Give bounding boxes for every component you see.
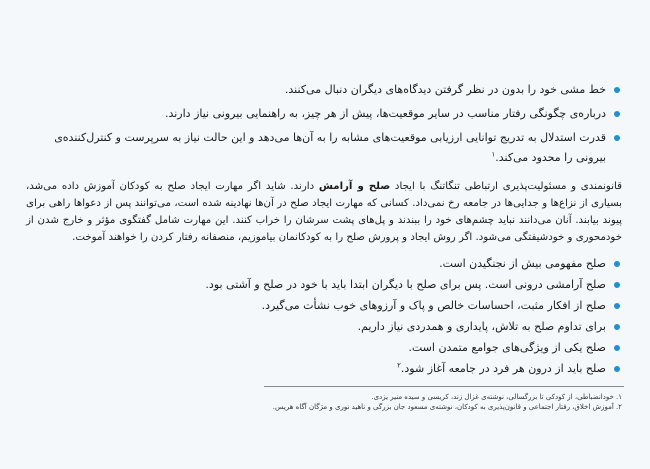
bullet-icon bbox=[614, 261, 620, 267]
list-item-text: خط مشی خود را بدون در نظر گرفتن دیدگاه‌های دیگران دنبال می‌کنند. bbox=[284, 83, 606, 96]
list-item-text: صلح از افکار مثبت، احساسات خالص و پاک و آرزوهای خوب نشأت می‌گیرد. bbox=[261, 299, 606, 312]
list-item bbox=[26, 338, 622, 358]
list-item bbox=[26, 104, 622, 124]
list-item bbox=[26, 275, 622, 295]
peace-list bbox=[26, 254, 622, 379]
bullet-icon bbox=[614, 366, 620, 372]
bullet-icon bbox=[614, 111, 620, 117]
paragraph-text: قانونمندی و مسئولیت‌پذیری ارتباطی تنگاتنگ با ایجاد bbox=[390, 181, 622, 192]
footnote-ref: ۱ bbox=[491, 150, 496, 159]
list-item-text: برای تداوم صلح به تلاش، پایداری و همدردی نیاز داریم. bbox=[357, 320, 606, 333]
footnote: ۱. خودانضباطی، از کودکی تا بزرگسالی، نوشته‌ی غزال زند، کریسی و سیده منیر یزدی. bbox=[371, 393, 622, 401]
footnote: ۲. آموزش اخلاق، رفتار اجتماعی و قانون‌پذیری به کودکان، نوشته‌ی مسعود جان بزرگی و ناهید نوری و مژگان آگاه هریس. bbox=[272, 403, 622, 411]
bullet-icon bbox=[614, 135, 620, 141]
list-item-text: درباره‌ی چگونگی رفتار مناسب در سایر موقعیت‌ها، پیش از هر چیز، به راهنمایی بیرونی نیاز دارند. bbox=[164, 107, 606, 120]
bullet-icon bbox=[614, 303, 620, 309]
paragraph-text: دارند. شاید اگر مهارت ایجاد صلح به کودکان آموزش داده می‌شد، بسیاری از نزاع‌ها و جدایی‌ها در جامعه رخ نمی‌داد. کسانی که مهارت ایجاد صلح در آن‌ها نهادینه شده است، می‌توانند پس از دعواها راهی برای پیوند بیابند. آنان می‌دانند نباید چشم‌های خود را ببندند و پل‌های پشت سرشان را خراب کنند. این مهارت شامل گفتگوی مؤثر و خارج شدن از خودمحوری و خودشیفتگی می‌شود. اگر روش ایجاد و پرورش صلح را به کودکانمان بیاموزیم، منصفانه رفتار کردن را خواهند آموخت. bbox=[26, 181, 622, 243]
list-item-text: صلح مفهومی بیش از نجنگیدن است. bbox=[439, 257, 606, 270]
list-item-text: صلح باید از درون هر فرد در جامعه آغاز شود. bbox=[400, 362, 606, 375]
list-item bbox=[26, 317, 622, 337]
self-discipline-list bbox=[26, 80, 622, 168]
body-paragraph bbox=[26, 178, 622, 246]
list-item bbox=[26, 128, 622, 168]
bullet-icon bbox=[614, 324, 620, 330]
footnote-ref: ۲ bbox=[397, 361, 401, 370]
footnote-divider bbox=[264, 386, 624, 387]
list-item-text: قدرت استدلال به تدریج توانایی ارزیابی موقعیت‌های مشابه را به آن‌ها می‌دهد و این حالت نیاز به سرپرست و کنترل‌کننده‌ی بیرونی را محدود می‌کند. bbox=[54, 131, 606, 164]
paragraph-bold-text: صلح و آرامش bbox=[318, 181, 391, 192]
main-content bbox=[26, 80, 622, 380]
list-item-text: صلح آرامشی درونی است. پس برای صلح با دیگران ابتدا باید با خود در صلح و آشتی بود. bbox=[205, 278, 606, 291]
footnotes bbox=[26, 392, 622, 412]
list-item-text: صلح یکی از ویژگی‌های جوامع متمدن است. bbox=[408, 341, 606, 354]
bullet-icon bbox=[614, 87, 620, 93]
bullet-icon bbox=[614, 345, 620, 351]
list-item bbox=[26, 254, 622, 274]
list-item bbox=[26, 359, 622, 379]
bullet-icon bbox=[614, 282, 620, 288]
list-item bbox=[26, 296, 622, 316]
list-item bbox=[26, 80, 622, 100]
